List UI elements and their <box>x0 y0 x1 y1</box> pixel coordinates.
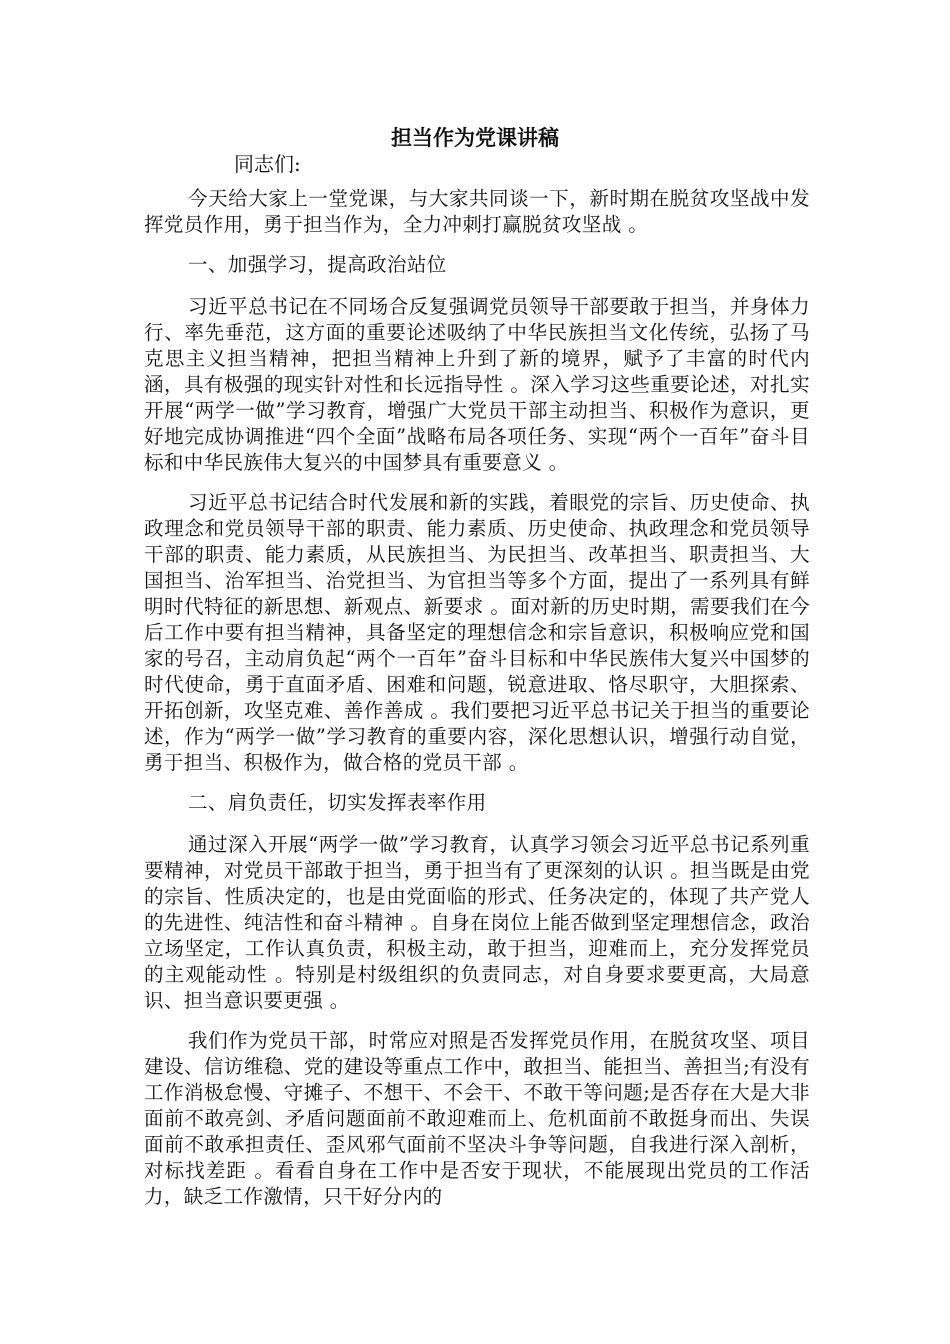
section-heading-2: 二、肩负责任，切实发挥表率作用 <box>188 791 487 814</box>
section-heading-1: 一、加强学习，提高政治站位 <box>188 253 447 276</box>
section1-paragraph-2: 习近平总书记结合时代发展和新的实践，着眼党的宗旨、历史使命、执政理念和党员领导干部的职责、能力素质、历史使命、执政理念和党员领导干部的职责、能力素质，从民族担当、为民担当、改革担当、职责担当、大国担当、治军担当、治党担当、为官担当等多个方面，提出了一系列具有鲜明时代特征的新思想、新观点、新要求 。面对新的历史时期，需要我们在今后工作中要有担当精神，具备坚定的理想信念和宗旨意识，积极响应党和国家的号召，主动肩负起“两个一百年”奋斗目标和中华民族伟大复兴中国梦的时代使命，勇于直面矛盾、困难和问题，锐意进取、恪尽职守，大胆探索、开拓创新，攻坚克难、善作善成 。我们要把习近平总书记关于担当的重要论述，作为“两学一做”学习教育的重要内容，深化思想认识，增强行动自觉，勇于担当、积极作为，做合格的党员干部 。 <box>144 491 810 774</box>
salutation: 同志们: <box>234 152 301 176</box>
section1-paragraph-1: 习近平总书记在不同场合反复强调党员领导干部要敢于担当，并身体力行、率先垂范，这方面的重要论述吸纳了中华民族担当文化传统，弘扬了马克思主义担当精神，把担当精神上升到了新的境界，赋予了丰富的时代内涵，具有极强的现实针对性和长远指导性 。深入学习这些重要论述，对扎实开展“两学一做”学习教育，增强广大党员干部主动担当、积极作为意识，更好地完成协调推进“四个全面”战略布局各项任务、实现“两个一百年”奋斗目标和中华民族伟大复兴的中国梦具有重要意义 。 <box>144 295 810 474</box>
document-body <box>144 186 810 1224</box>
section2-paragraph-1: 通过深入开展“两学一做”学习教育，认真学习领会习近平总书记系列重要精神，对党员干部敢于担当，勇于担当有了更深刻的认识 。担当既是由党的宗旨、性质决定的，也是由党面临的形式、任务决定的，体现了共产党人的先进性、纯洁性和奋斗精神 。自身在岗位上能否做到坚定理想信念，政治立场坚定，工作认真负责，积极主动，敢于担当，迎难而上，充分发挥党员的主观能动性 。特别是村级组织的负责同志，对自身要求要更高，大局意识、担当意识要更强 。 <box>144 833 810 1012</box>
section2-paragraph-2: 我们作为党员干部，时常应对照是否发挥党员作用，在脱贫攻坚、项目建设、信访维稳、党的建设等重点工作中，敢担当、能担当、善担当;有没有工作消极怠慢、守摊子、不想干、不会干、不敢干等问题;是否存在大是大非面前不敢亮剑、矛盾问题面前不敢迎难而上、危机面前不敢挺身而出、失误面前不敢承担责任、歪风邪气面前不坚决斗争等问题，自我进行深入剖析，对标找差距 。看看自身在工作中是否安于现状，不能展现出党员的工作活力，缺乏工作激情，只干好分内的 <box>144 1029 810 1208</box>
intro-paragraph: 今天给大家上一堂党课，与大家共同谈一下，新时期在脱贫攻坚战中发挥党员作用，勇于担当作为，全力冲刺打赢脱贫攻坚战 。 <box>144 187 810 236</box>
document-title: 担当作为党课讲稿 <box>391 125 559 150</box>
